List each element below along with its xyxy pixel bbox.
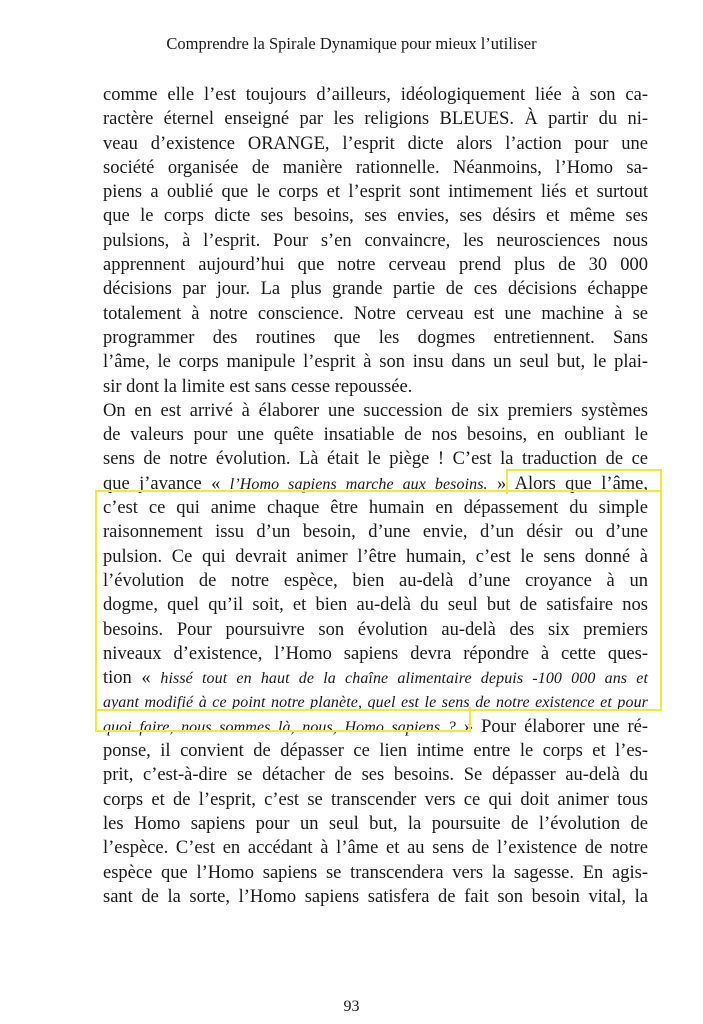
text-line: pulsions, à l’esprit. Pour s’en convaincre, les neurosciences nous: [103, 230, 648, 251]
quote-close-mark: »: [455, 716, 474, 737]
highlighted-text: Alors que l’âme,: [506, 473, 649, 494]
text-line: comme elle l’est toujours d’ailleurs, idéologiquement liée à son ca-: [103, 85, 648, 105]
highlighted-line: dogme, quel qu’il soit, et bien au-delà du seul but de satisfaire nos: [103, 595, 648, 616]
highlighted-line: besoins. Pour poursuivre son évolution au-delà des six premiers: [103, 619, 648, 640]
text-line-quote-1: [103, 472, 648, 496]
text-line: espèce que l’Homo sapiens se transcendera vers la sagesse. En agis-: [103, 862, 648, 883]
text-after-highlight: Pour élaborer une ré-: [473, 716, 648, 737]
text-line: veau d’existence ORANGE, l’esprit dicte alors l’action pour une: [103, 133, 648, 154]
paragraph-end-line: sir dont la limite est sans cesse repoussée.: [103, 376, 413, 397]
quote-close-mark: »: [487, 473, 507, 494]
text-line: de valeurs pour une quête insatiable de nos besoins, en oubliant le: [103, 425, 648, 446]
text-line: l’âme, le corps manipule l’esprit à son insu dans un seul but, le plai-: [103, 352, 648, 373]
page-number: 93: [343, 998, 360, 1015]
text-line: société organisée de manière rationnelle. Néanmoins, l’Homo sa-: [103, 157, 648, 178]
quote-italic: ayant modifié à ce point notre planète, quel est le sens de notre existence et pour: [103, 694, 648, 712]
quote-open-text: tion «: [103, 668, 161, 689]
text-line: sant de la sorte, l’Homo sapiens satisfera de fait son besoin vital, la: [103, 886, 648, 907]
highlighted-line: l’évolution de notre espèce, bien au-delà d’une croyance à un: [103, 570, 648, 591]
running-header: Comprendre la Spirale Dynamique pour mieux l’utiliser: [166, 34, 537, 53]
quote-italic: quoi faire, nous sommes là, nous, Homo sapiens ?: [103, 718, 456, 736]
text-line: sens de notre évolution. Là était le piège ! C’est la traduction de ce: [103, 449, 648, 470]
text-line: piens a oublié que le corps et l’esprit sont intimement liés et surtout: [103, 182, 648, 203]
text-line: On en est arrivé à élaborer une succession de six premiers systèmes: [103, 400, 648, 421]
highlighted-line-quote-2a: [103, 666, 648, 690]
text-line: totalement à notre conscience. Notre cerveau est une machine à se: [103, 303, 648, 324]
text-line: que le corps dicte ses besoins, ses envies, ses désirs et même ses: [103, 206, 648, 227]
text-line: ractère éternel enseigné par les religions BLEUES. À partir du ni-: [103, 109, 648, 130]
highlighted-line-quote-2c: [103, 715, 648, 739]
highlighted-line: pulsion. Ce qui devrait animer l’être humain, c’est le sens donné à: [103, 546, 648, 567]
quote-open-text: que j’avance «: [103, 473, 230, 494]
text-line: décisions par jour. La plus grande partie de ces décisions échappe: [103, 279, 648, 300]
highlighted-line: c’est ce qui anime chaque être humain en dépassement du simple: [103, 498, 648, 519]
highlighted-line: raisonnement issu d’un besoin, d’une envie, d’un désir ou d’une: [103, 522, 648, 543]
text-line: corps et de l’esprit, c’est se transcender vers ce qui doit animer tous: [103, 789, 648, 810]
text-line: apprennent aujourd’hui que notre cerveau prend plus de 30 000: [103, 255, 648, 276]
quote-italic: hissé tout en haut de la chaîne alimentaire depuis -100 000 ans et: [160, 670, 648, 688]
text-line: l’espèce. C’est en accédant à l’âme et au sens de l’existence de notre: [103, 838, 648, 859]
highlighted-line-quote-2b: [103, 690, 648, 714]
text-line: ponse, il convient de dépasser ce lien intime entre le corps et l’es-: [103, 741, 648, 762]
body-text: [103, 83, 648, 909]
text-line: les Homo sapiens pour un seul but, la poursuite de l’évolution de: [103, 813, 648, 834]
highlighted-line: niveaux d’existence, l’Homo sapiens devra répondre à cette ques-: [103, 643, 648, 664]
text-line: prit, c’est-à-dire se détacher de ses besoins. Se dépasser au-delà du: [103, 765, 648, 786]
quote-italic: l’Homo sapiens marche aux besoins.: [229, 475, 488, 493]
text-line: programmer des routines que les dogmes entretiennent. Sans: [103, 327, 648, 348]
